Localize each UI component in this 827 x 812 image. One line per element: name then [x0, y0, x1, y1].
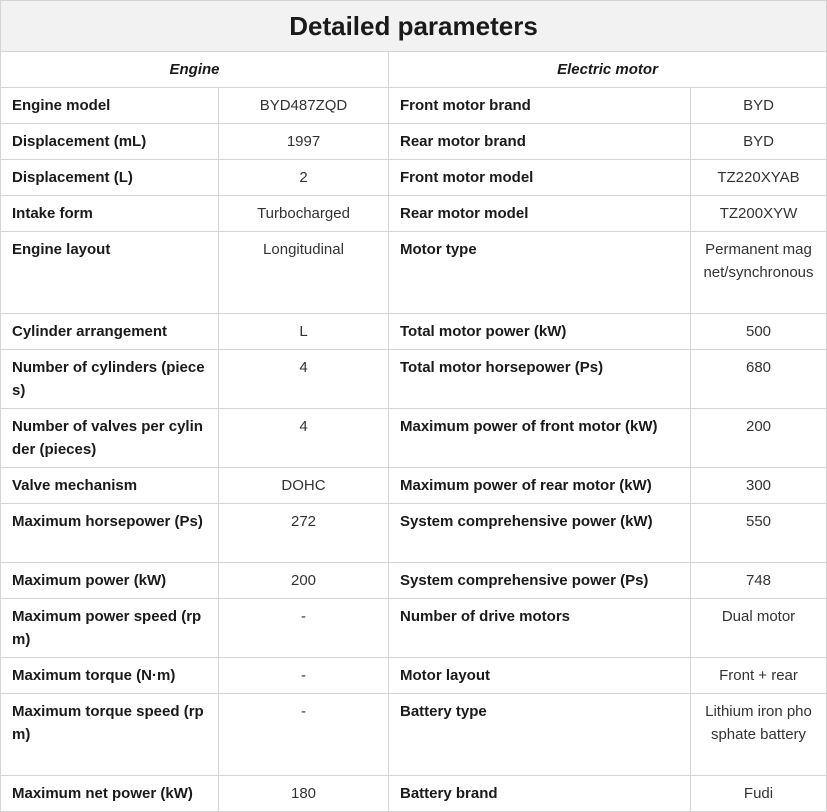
table-row: [1, 409, 827, 468]
table-title: Detailed parameters: [1, 1, 827, 52]
engine-param-label: Number of cylinders (pieces): [1, 350, 219, 409]
engine-param-label: Maximum power (kW): [1, 563, 219, 599]
engine-param-value: 4: [219, 409, 389, 468]
engine-param-label: Maximum power speed (rpm): [1, 599, 219, 658]
section-header-electric-motor: Electric motor: [389, 52, 827, 88]
motor-param-label: Front motor brand: [389, 88, 691, 124]
engine-param-value: 180: [219, 776, 389, 812]
engine-param-value: 200: [219, 563, 389, 599]
motor-param-value: Permanent magnet/synchronous: [691, 232, 827, 314]
table-row: [1, 232, 827, 314]
section-header-engine: Engine: [1, 52, 389, 88]
table-row: [1, 658, 827, 694]
table-row: [1, 776, 827, 812]
engine-param-label: Maximum horsepower (Ps): [1, 504, 219, 563]
motor-param-value: 550: [691, 504, 827, 563]
motor-param-label: Number of drive motors: [389, 599, 691, 658]
table-row: [1, 599, 827, 658]
motor-param-label: Maximum power of rear motor (kW): [389, 468, 691, 504]
motor-param-label: Battery brand: [389, 776, 691, 812]
motor-param-label: Rear motor brand: [389, 124, 691, 160]
motor-param-value: TZ220XYAB: [691, 160, 827, 196]
engine-param-label: Displacement (mL): [1, 124, 219, 160]
engine-param-value: 2: [219, 160, 389, 196]
engine-param-value: 272: [219, 504, 389, 563]
table-row: [1, 124, 827, 160]
motor-param-label: Total motor horsepower (Ps): [389, 350, 691, 409]
engine-param-label: Intake form: [1, 196, 219, 232]
engine-param-label: Valve mechanism: [1, 468, 219, 504]
motor-param-value: BYD: [691, 124, 827, 160]
motor-param-label: Motor type: [389, 232, 691, 314]
motor-param-label: System comprehensive power (Ps): [389, 563, 691, 599]
engine-param-label: Maximum net power (kW): [1, 776, 219, 812]
engine-param-label: Engine layout: [1, 232, 219, 314]
motor-param-value: 748: [691, 563, 827, 599]
engine-param-value: BYD487ZQD: [219, 88, 389, 124]
engine-param-value: -: [219, 694, 389, 776]
title-row: [1, 1, 827, 52]
motor-param-value: Dual motor: [691, 599, 827, 658]
motor-param-label: Maximum power of front motor (kW): [389, 409, 691, 468]
motor-param-value: 680: [691, 350, 827, 409]
motor-param-value: Front + rear: [691, 658, 827, 694]
engine-param-label: Maximum torque (N·m): [1, 658, 219, 694]
motor-param-value: Lithium iron phosphate battery: [691, 694, 827, 776]
engine-param-label: Engine model: [1, 88, 219, 124]
motor-param-label: System comprehensive power (kW): [389, 504, 691, 563]
table-row: [1, 694, 827, 776]
engine-param-label: Number of valves per cylinder (pieces): [1, 409, 219, 468]
motor-param-value: 500: [691, 314, 827, 350]
table-row: [1, 160, 827, 196]
motor-param-label: Rear motor model: [389, 196, 691, 232]
engine-param-value: 4: [219, 350, 389, 409]
engine-param-value: -: [219, 599, 389, 658]
engine-param-label: Maximum torque speed (rpm): [1, 694, 219, 776]
motor-param-label: Front motor model: [389, 160, 691, 196]
engine-param-label: Displacement (L): [1, 160, 219, 196]
motor-param-value: Fudi: [691, 776, 827, 812]
engine-param-value: L: [219, 314, 389, 350]
motor-param-value: TZ200XYW: [691, 196, 827, 232]
engine-param-value: Turbocharged: [219, 196, 389, 232]
section-header-row: [1, 52, 827, 88]
engine-param-value: 1997: [219, 124, 389, 160]
table-row: [1, 504, 827, 563]
motor-param-label: Battery type: [389, 694, 691, 776]
table-row: [1, 350, 827, 409]
motor-param-value: 300: [691, 468, 827, 504]
table-row: [1, 314, 827, 350]
engine-param-value: DOHC: [219, 468, 389, 504]
table-row: [1, 468, 827, 504]
motor-param-value: BYD: [691, 88, 827, 124]
engine-param-label: Cylinder arrangement: [1, 314, 219, 350]
motor-param-label: Total motor power (kW): [389, 314, 691, 350]
engine-param-value: Longitudinal: [219, 232, 389, 314]
engine-param-value: -: [219, 658, 389, 694]
table-row: [1, 88, 827, 124]
table-row: [1, 563, 827, 599]
table-row: [1, 196, 827, 232]
motor-param-label: Motor layout: [389, 658, 691, 694]
motor-param-value: 200: [691, 409, 827, 468]
